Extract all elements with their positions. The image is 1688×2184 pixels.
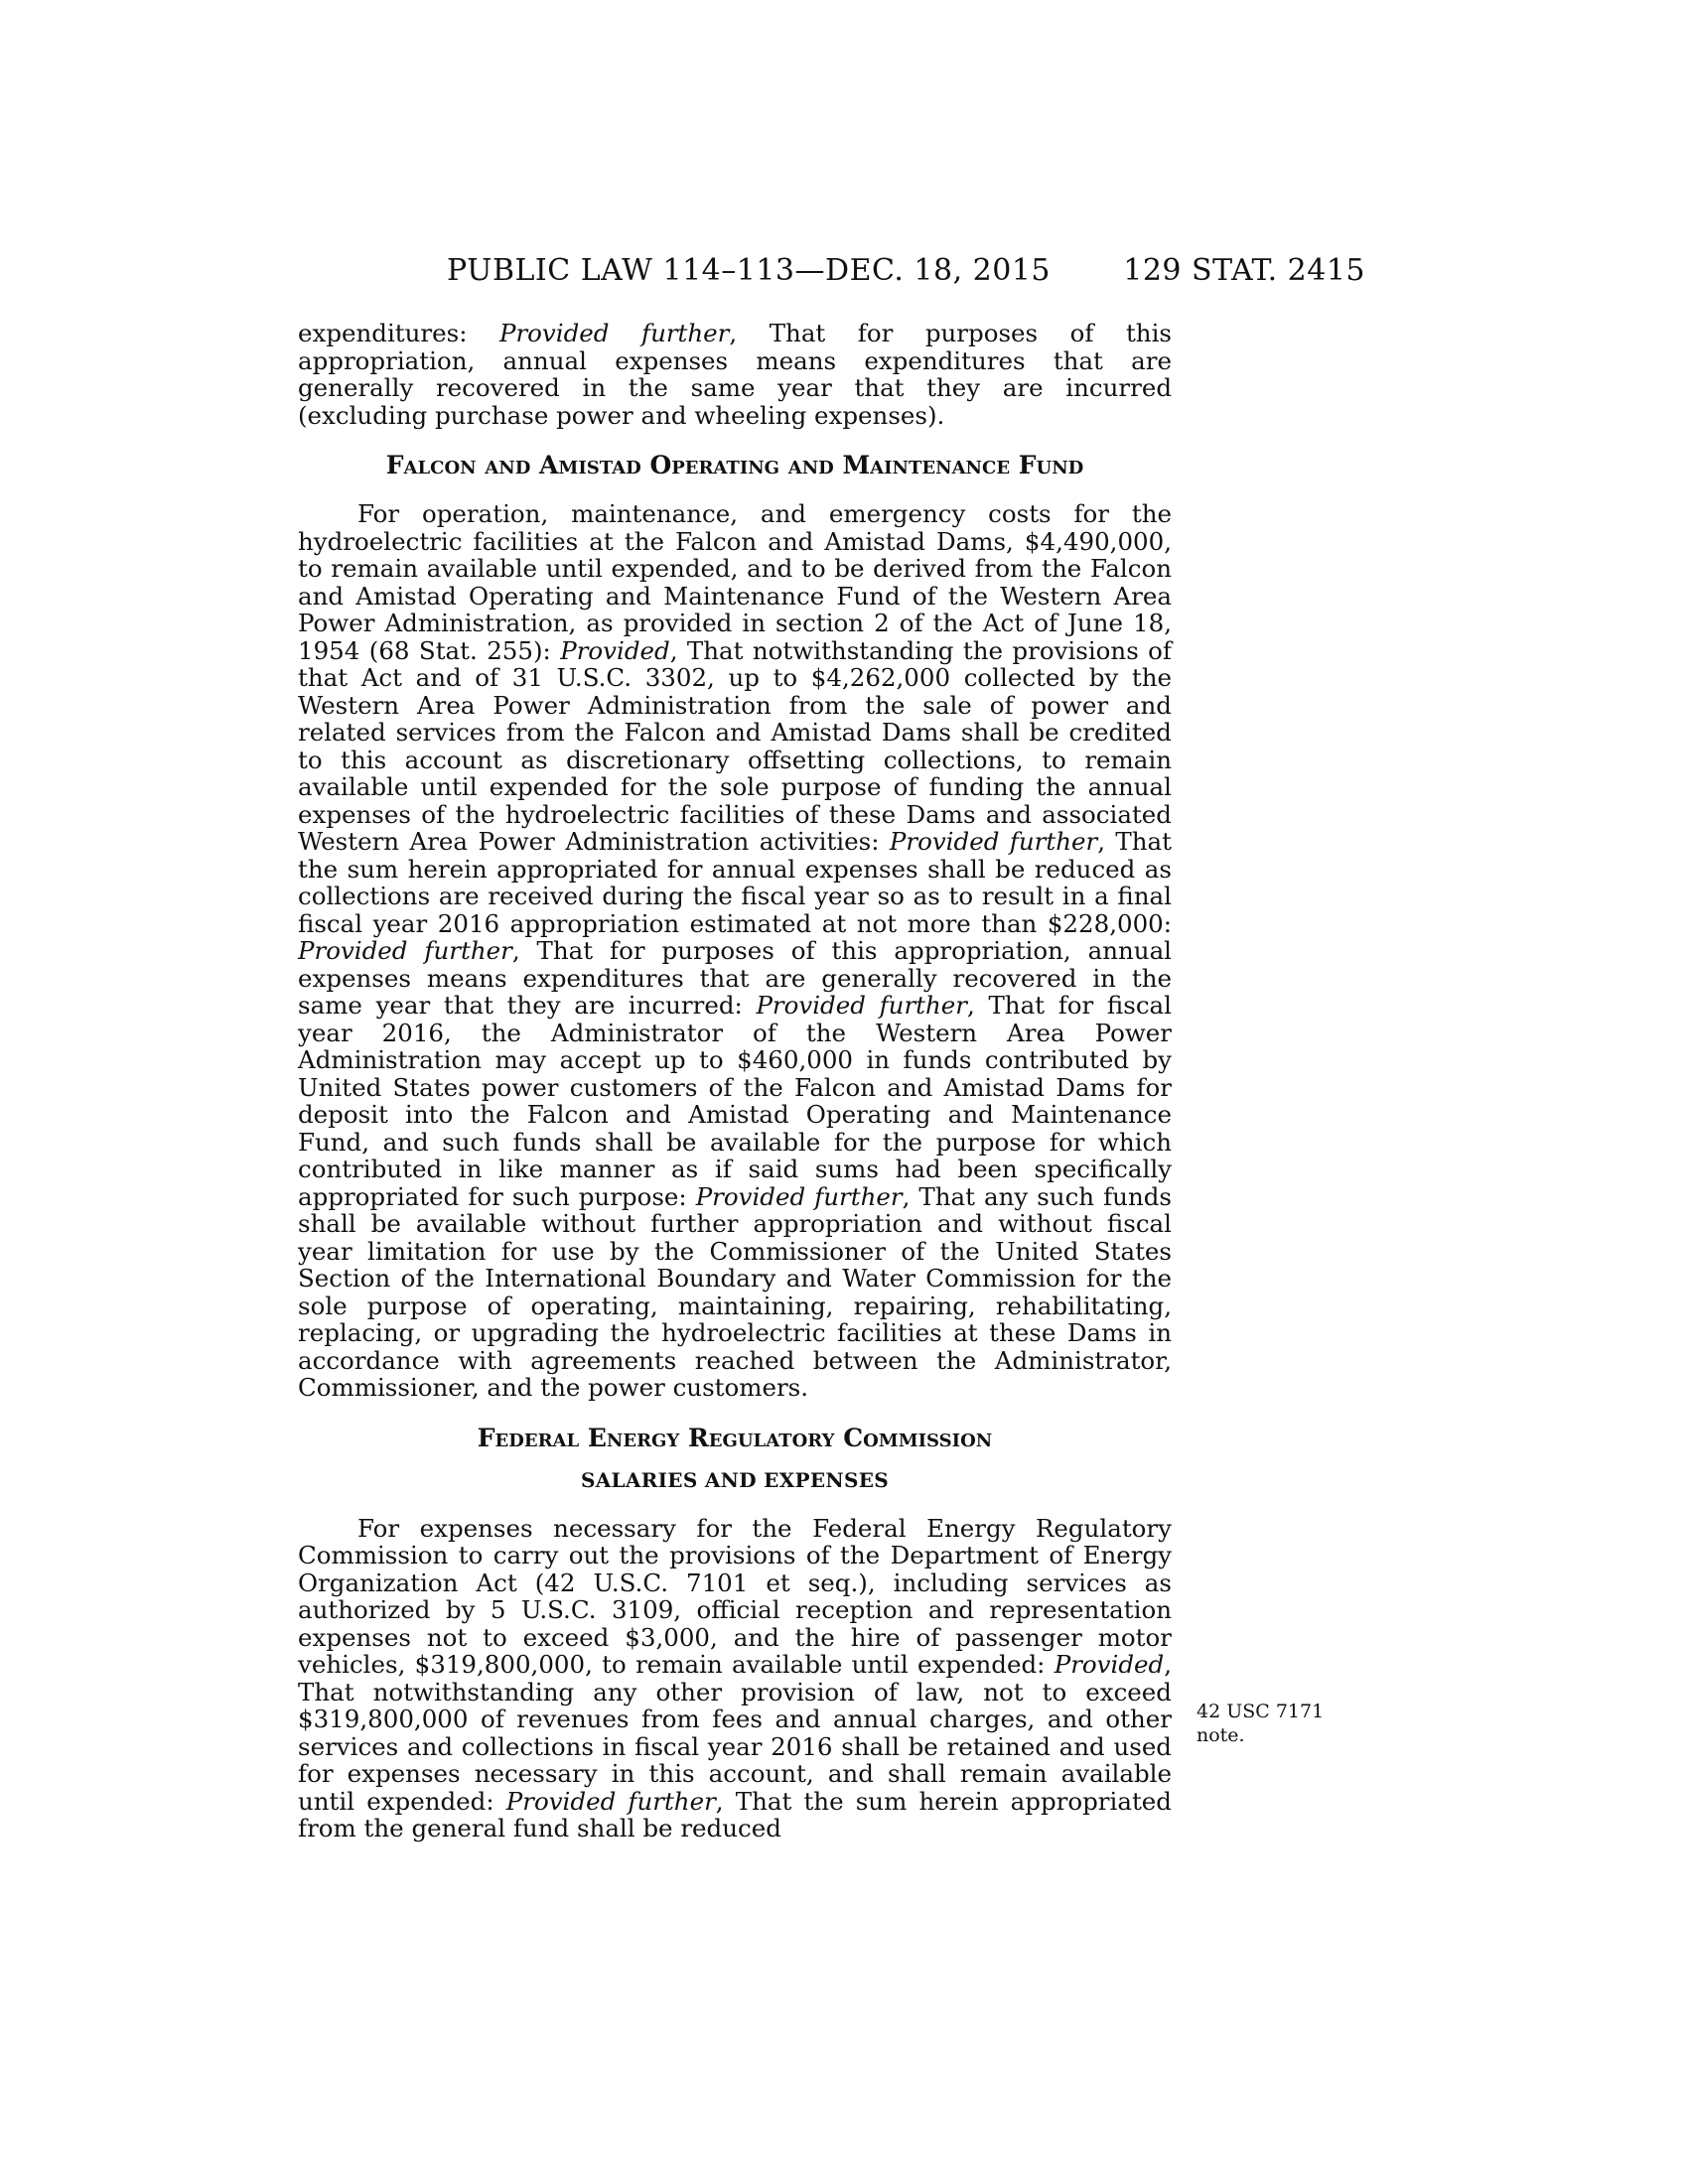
text-run: , That notwithstanding the provisions of that Act and of 31 U.S.C. 3302, up to $4,262,000 collected by the Western Area Power Administration from the sale of power and related services from the Falcon and Amistad Dams shall be credited to this account as discretionary offsetting collections, to remain available until expended for the sole purpose of funding the annual expenses of the hydroelectric facilities of these Dams and associated Western Area Power Administration activities: — [298, 635, 1173, 856]
page-header — [298, 253, 1365, 293]
text-run: , That notwithstanding any other provision of law, not to exceed $319,800,000 of revenues from fees and annual charges, and other services and collections in fiscal year 2016 shall be retained and used for expenses necessary in this account, and shall remain available until expended: — [298, 1650, 1172, 1816]
text-run: , That for fiscal year 2016, the Administrator of the Western Area Power Administration may accept up to $460,000 in funds contributed by United States power customers of the Falcon and Amistad Dams for deposit into the Falcon and Amistad Operating and Maintenance Fund, and such funds shall be available for the purpose for which contributed in like manner as if said sums had been specifically appropriated for such purpose: — [298, 991, 1172, 1211]
paragraph-falcon-amistad — [298, 500, 1172, 1402]
text-run: , That the sum herein appropriated from the general fund shall be reduced — [298, 1786, 1172, 1843]
text-run: For expenses necessary for the Federal Energy Regulatory Commission to carry out the provisions of the Department of Energy Organization Act (42 U.S.C. 7101 et seq.), including services as authorized by 5 U.S.C. 3109, official reception and representation expenses not to exceed $3,000, and the hire of passenger motor vehicles, $319,800,000, to remain available until expended: — [298, 1513, 1172, 1679]
heading-falcon-amistad-fund: Falcon and Amistad Operating and Maintenance Fund — [385, 451, 1084, 479]
text-run: , That the sum herein appropriated for annual expenses shall be reduced as collections are received during the fiscal year so as to result in a final fiscal year 2016 appropriation estimated at not more than $228,000: — [298, 827, 1173, 938]
proviso-italic: Provided further — [505, 1786, 716, 1816]
text-run: expenditures: — [298, 319, 499, 347]
margin-note-line: 42 USC 7171 — [1196, 1701, 1325, 1722]
header-title: PUBLIC LAW 114–113—DEC. 18, 2015 — [447, 253, 1052, 288]
text-run: For operation, maintenance, and emergency costs for the hydroelectric facilities at the Falcon and Amistad Dams, $4,490,000, to remain available until expended, and to be derived from the Falcon and Amistad Operating and Maintenance Fund of the Western Area Power Administration, as provided in section 2 of the Act of June 18, 1954 (68 Stat. 255): — [298, 499, 1172, 665]
page-body — [298, 320, 1172, 1843]
header-page-number: 129 STAT. 2415 — [1123, 253, 1365, 288]
proviso-italic: Provided further — [298, 936, 512, 965]
paragraph-ferc-salaries — [298, 1515, 1172, 1843]
text-run: , That for purposes of this appropriation, annual expenses means expenditures that are generally recovered in the same year that they are incurred (excluding purchase power and wheeling expenses). — [298, 319, 1172, 430]
text-run: , That any such funds shall be available without further appropriation and without fiscal year limitation for use by the Commissioner of the United States Section of the International Boundary and Water Commission for the sole purpose of operating, maintaining, repairing, rehabilitating, replacing, or upgrading the hydroelectric facilities at these Dams in accordance with agreements reached between the Administrator, Commissioner, and the power customers. — [298, 1181, 1172, 1402]
margin-note-line: note. — [1196, 1724, 1245, 1746]
proviso-italic: Provided further — [695, 1181, 903, 1211]
proviso-italic: Provided further — [889, 827, 1098, 856]
heading-ferc: Federal Energy Regulatory Commission — [477, 1423, 993, 1452]
proviso-italic: Provided — [1054, 1650, 1165, 1679]
margin-citation-note — [1196, 1700, 1355, 1747]
proviso-italic: Provided further — [756, 991, 967, 1020]
subheading-salaries-expenses: SALARIES AND EXPENSES — [580, 1467, 890, 1492]
text-run: , That for purposes of this appropriation, annual expenses means expenditures that are generally recovered in the same year that they are incurred: — [298, 936, 1173, 1020]
proviso-italic: Provided further — [498, 319, 730, 347]
paragraph-continuation — [298, 320, 1172, 429]
proviso-italic: Provided — [560, 635, 670, 665]
